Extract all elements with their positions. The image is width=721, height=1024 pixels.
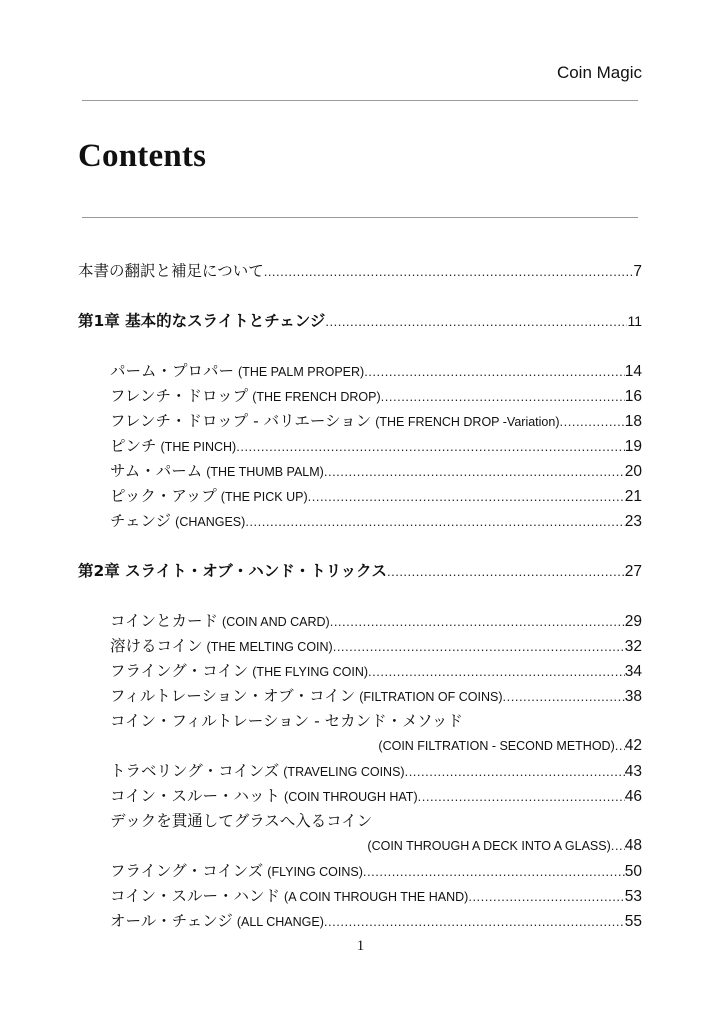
toc-entry-english: (TRAVELING COINS) — [283, 765, 405, 779]
toc-page-number: 42 — [624, 737, 642, 754]
toc-entry-english: (COIN THROUGH A DECK INTO A GLASS) — [367, 839, 611, 853]
page-title: Contents — [78, 138, 207, 174]
toc-page-number: 19 — [624, 438, 642, 455]
toc-page-number: 38 — [624, 688, 642, 705]
toc-entry-english: (FILTRATION OF COINS) — [359, 690, 503, 704]
toc-page-number: 50 — [624, 863, 642, 880]
toc-chapter-label: 第2章 スライト・オブ・ハンド・トリックス — [78, 562, 387, 580]
toc-chapter-2[interactable] — [78, 561, 642, 583]
toc-entry[interactable] — [110, 386, 642, 408]
leader-dots — [503, 687, 625, 707]
toc-entry-english: (COIN FILTRATION - SECOND METHOD) — [378, 739, 615, 753]
toc-entry-label: パーム・プロパー — [110, 362, 235, 380]
toc-page-number: 48 — [624, 837, 642, 854]
toc-page-number: 18 — [624, 413, 642, 430]
leader-dots — [333, 637, 625, 657]
toc-page-number: 53 — [624, 888, 642, 905]
leader-dots — [611, 836, 625, 856]
toc-entry[interactable] — [110, 636, 642, 658]
toc-entry-label: コイン・スルー・ハンド — [110, 887, 281, 905]
leader-dots — [560, 412, 625, 432]
toc-entry-label: トラベリング・コインズ — [110, 762, 280, 780]
leader-dots — [468, 887, 624, 907]
leader-dots — [264, 262, 634, 282]
toc-page-number: 43 — [624, 763, 642, 780]
toc-page-number: 20 — [624, 463, 642, 480]
toc-page-number: 34 — [624, 663, 642, 680]
toc-entry-english: (THE PICK UP) — [220, 490, 308, 504]
toc-entry[interactable] — [110, 686, 642, 708]
toc-entry-label: フレンチ・ドロップ — [110, 387, 249, 405]
toc-page-number: 55 — [624, 913, 642, 930]
running-header: Coin Magic — [556, 63, 642, 82]
toc-entry-english: (FLYING COINS) — [267, 865, 363, 879]
toc-entry-label: フレンチ・ドロップ - バリエーション — [110, 412, 372, 430]
toc-page-number: 29 — [624, 613, 642, 630]
leader-dots — [330, 612, 625, 632]
toc-entry-english: (THE PALM PROPER) — [238, 365, 365, 379]
toc-entry-english: (THE FLYING COIN) — [252, 665, 369, 679]
leader-dots — [368, 662, 625, 682]
toc-entry-label: コイン・フィルトレーション - セカンド・メソッド — [110, 712, 463, 730]
leader-dots — [308, 487, 625, 507]
page-number-footer: 1 — [356, 938, 365, 954]
leader-dots — [236, 437, 625, 457]
toc-entry-label: 本書の翻訳と補足について — [78, 262, 264, 280]
toc-entry[interactable] — [110, 911, 642, 933]
toc-entry-english: (COIN THROUGH HAT) — [284, 790, 418, 804]
toc-entry-label: オール・チェンジ — [110, 912, 233, 930]
toc-entry-english: (A COIN THROUGH THE HAND) — [284, 890, 469, 904]
toc-entry[interactable] — [110, 461, 642, 483]
toc-entry[interactable] — [110, 661, 642, 683]
toc-entry[interactable] — [110, 761, 642, 783]
toc-entry-english: (COIN AND CARD) — [222, 615, 330, 629]
toc-chapter-label: 第1章 基本的なスライトとチェンジ — [78, 312, 326, 330]
toc-page-number: 7 — [633, 263, 642, 280]
toc-entry-label: フライング・コイン — [110, 662, 249, 680]
toc-entry[interactable] — [110, 361, 642, 383]
toc-entry[interactable] — [110, 611, 642, 633]
toc-entry-english: (THE THUMB PALM) — [206, 465, 324, 479]
toc-entry[interactable] — [110, 511, 642, 533]
title-divider — [82, 217, 638, 218]
leader-dots — [615, 736, 625, 756]
toc-entry-english: (CHANGES) — [175, 515, 246, 529]
toc-entry-label: コインとカード — [110, 612, 219, 630]
leader-dots — [363, 862, 625, 882]
toc-entry-intro[interactable] — [78, 261, 642, 283]
toc-entry-english: (THE FRENCH DROP) — [252, 390, 381, 404]
leader-dots — [387, 562, 625, 582]
leader-dots — [324, 462, 625, 482]
toc-entry-label: サム・パーム — [110, 462, 203, 480]
toc-entry-english: (THE MELTING COIN) — [206, 640, 333, 654]
toc-entry-english: (ALL CHANGE) — [236, 915, 324, 929]
toc-entry[interactable] — [110, 861, 642, 883]
toc-page-number: 16 — [624, 388, 642, 405]
leader-dots — [245, 512, 624, 532]
toc-entry-english: (THE PINCH) — [160, 440, 237, 454]
toc-entry-label: チェンジ — [110, 512, 172, 530]
leader-dots — [325, 312, 627, 332]
toc-entry[interactable] — [110, 886, 642, 908]
toc-entry-label: コイン・スルー・ハット — [110, 787, 281, 805]
toc-page-number: 11 — [627, 313, 642, 329]
toc-entry-label: フィルトレーション・オブ・コイン — [110, 687, 356, 705]
toc-entry-label: デックを貫通してグラスへ入るコイン — [110, 812, 373, 830]
toc-entry-english: (THE FRENCH DROP -Variation) — [375, 415, 560, 429]
toc-page-number: 32 — [624, 638, 642, 655]
toc-entry[interactable] — [110, 836, 642, 858]
toc-entry[interactable] — [110, 786, 642, 808]
toc-entry-label: ピンチ — [110, 437, 157, 455]
toc-entry[interactable] — [110, 486, 642, 508]
toc-page-number: 27 — [624, 563, 642, 580]
leader-dots — [381, 387, 625, 407]
toc-entry[interactable] — [110, 436, 642, 458]
toc-page-number: 46 — [624, 788, 642, 805]
header-divider — [82, 100, 638, 101]
toc-page-number: 23 — [624, 513, 642, 530]
leader-dots — [324, 912, 625, 932]
leader-dots — [418, 787, 625, 807]
leader-dots — [405, 762, 625, 782]
toc-chapter-1[interactable] — [78, 311, 642, 333]
toc-page-number: 14 — [624, 363, 642, 380]
toc-entry-label: フライング・コインズ — [110, 862, 264, 880]
toc-entry[interactable] — [110, 411, 642, 433]
toc-entry-label: 溶けるコイン — [110, 637, 203, 655]
toc-entry[interactable] — [110, 736, 642, 758]
leader-dots — [364, 362, 625, 382]
toc-page-number: 21 — [624, 488, 642, 505]
toc-entry-label: ピック・アップ — [110, 487, 217, 505]
